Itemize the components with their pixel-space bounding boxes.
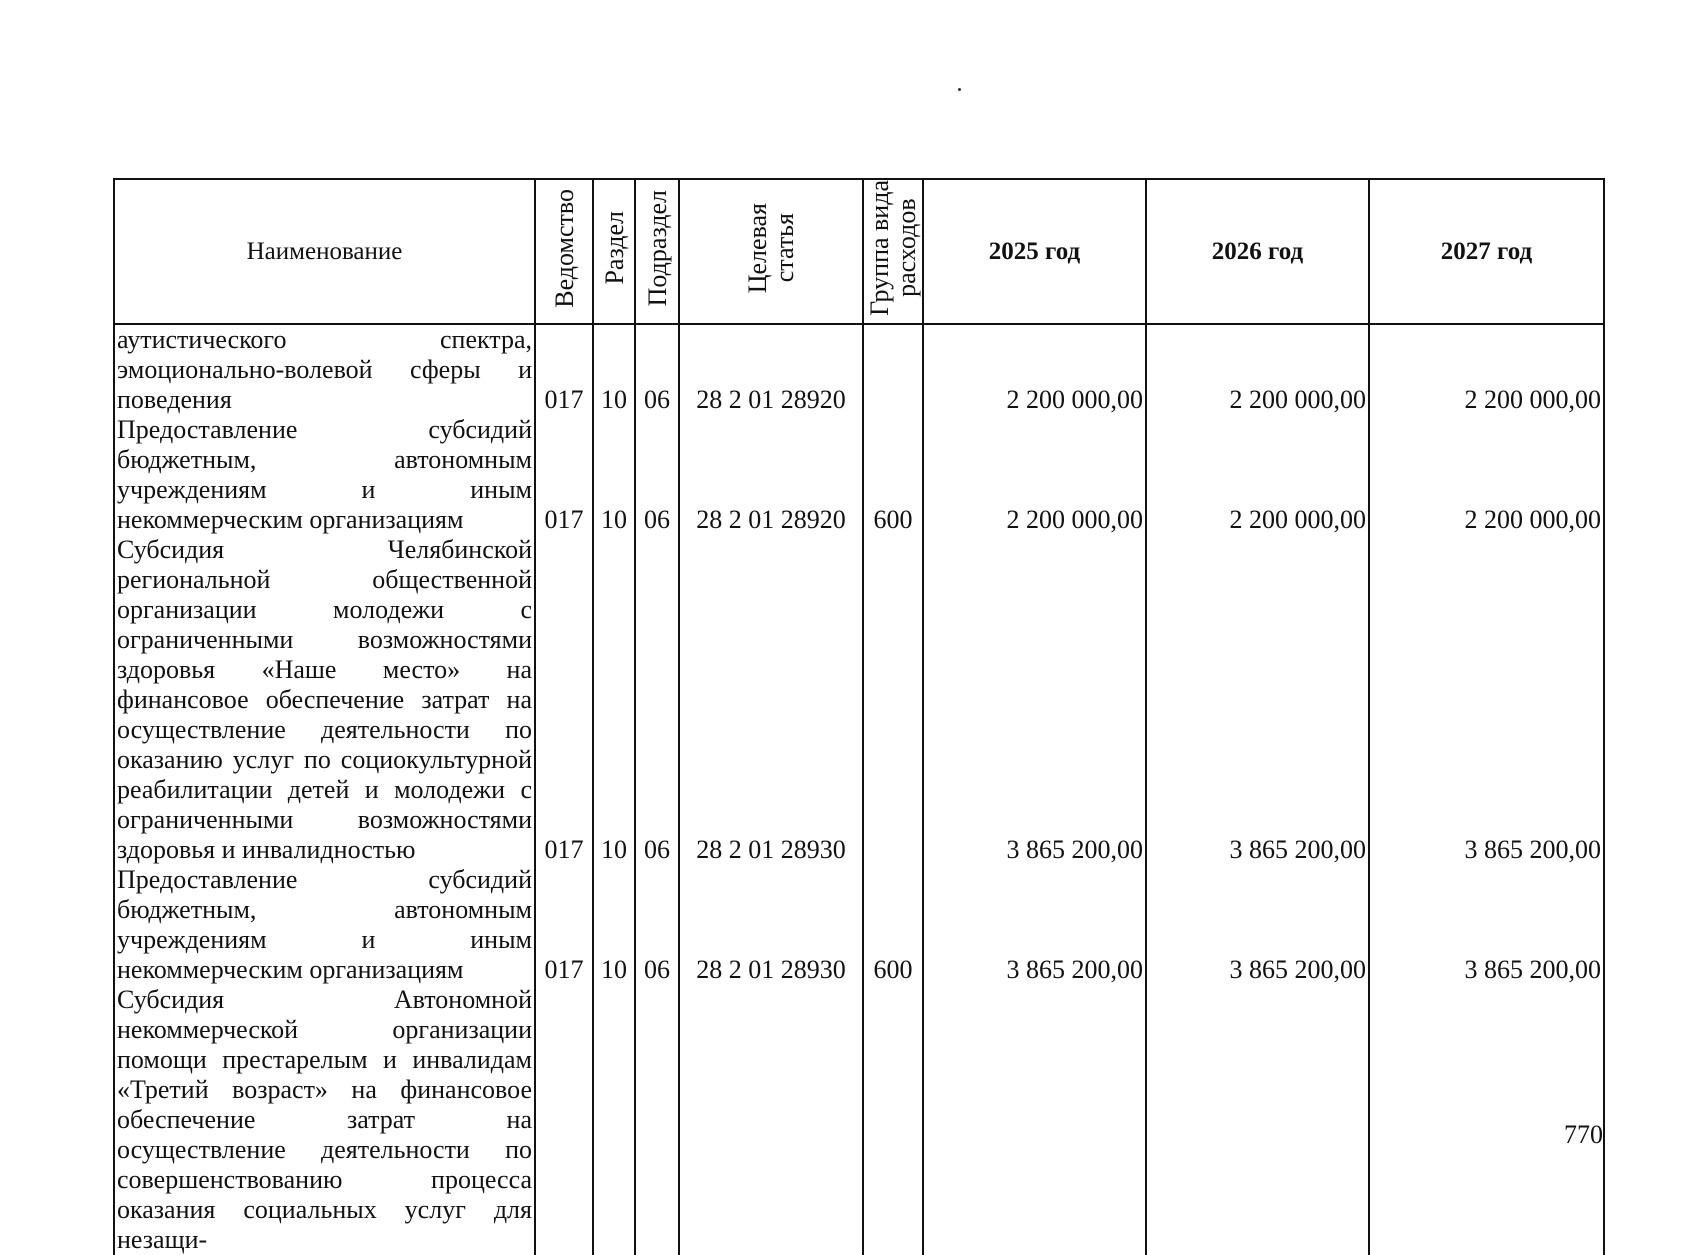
row-vedomstvo: 017 (535, 415, 593, 535)
row-2026: 3 865 200,00 (1146, 535, 1369, 865)
row-celevaya: 28 2 01 28930 (679, 535, 863, 865)
header-name (114, 179, 535, 324)
row-name: Предоставление субсидий бюджетным, автономным учреждениям и иным некоммерческим организациям (114, 415, 535, 535)
table-row (114, 535, 1604, 865)
header-gruppa-line1: Группа вида (865, 180, 894, 316)
header-celevaya-label (744, 203, 798, 293)
row-gruppa (863, 985, 923, 1255)
scan-speck (958, 88, 961, 91)
header-vedomstvo (535, 179, 593, 324)
budget-table (113, 178, 1605, 1255)
header-podrazdel (635, 179, 679, 324)
row-podrazdel (635, 985, 679, 1255)
row-celevaya: 28 2 01 28930 (679, 865, 863, 985)
row-razdel: 10 (593, 324, 635, 415)
row-podrazdel: 06 (635, 324, 679, 415)
row-2026: 2 200 000,00 (1146, 415, 1369, 535)
row-razdel: 10 (593, 865, 635, 985)
row-name: Предоставление субсидий бюджетным, автономным учреждениям и иным некоммерческим организациям (114, 865, 535, 985)
header-2025 (923, 179, 1146, 324)
row-razdel: 10 (593, 415, 635, 535)
header-gruppa-line2: расходов (892, 198, 921, 298)
row-podrazdel: 06 (635, 535, 679, 865)
row-2027: 3 865 200,00 (1369, 535, 1604, 865)
row-2025: 3 865 200,00 (923, 535, 1146, 865)
row-vedomstvo: 017 (535, 535, 593, 865)
table-row (114, 985, 1604, 1255)
header-2025-label: 2025 год (988, 237, 1081, 265)
page-number: 770 (1564, 1120, 1603, 1149)
row-vedomstvo: 017 (535, 865, 593, 985)
header-gruppa-label (866, 180, 920, 316)
row-2026 (1146, 985, 1369, 1255)
table-header-row (114, 179, 1604, 324)
header-celevaya-line2: статья (770, 213, 799, 283)
row-podrazdel: 06 (635, 865, 679, 985)
row-vedomstvo: 017 (535, 324, 593, 415)
row-celevaya: 28 2 01 28920 (679, 415, 863, 535)
header-celevaya-line1: Целевая (743, 202, 772, 294)
table-row (114, 324, 1604, 415)
row-razdel (593, 985, 635, 1255)
header-podrazdel-label: Подраздел (642, 189, 672, 307)
row-2025: 3 865 200,00 (923, 865, 1146, 985)
row-2027: 3 865 200,00 (1369, 865, 1604, 985)
header-2026-label: 2026 год (1211, 237, 1304, 265)
table-row (114, 415, 1604, 535)
header-2027-label: 2027 год (1440, 237, 1533, 265)
row-vedomstvo (535, 985, 593, 1255)
header-razdel (593, 179, 635, 324)
row-2027: 2 200 000,00 (1369, 415, 1604, 535)
header-gruppa (863, 179, 923, 324)
row-2025: 2 200 000,00 (923, 324, 1146, 415)
header-2027 (1369, 179, 1604, 324)
header-name-label: Наименование (246, 237, 403, 265)
row-2027: 2 200 000,00 (1369, 324, 1604, 415)
row-2025 (923, 985, 1146, 1255)
row-razdel: 10 (593, 535, 635, 865)
row-gruppa (863, 535, 923, 865)
row-gruppa: 600 (863, 415, 923, 535)
row-name: аутистического спектра, эмоционально-волевой сферы и поведения (114, 324, 535, 415)
row-2025: 2 200 000,00 (923, 415, 1146, 535)
row-name: Субсидия Автономной некоммерческой организации помощи престарелым и инвалидам «Третий возраст» на финансовое обеспечение затрат на осуществление деятельности по совершенствованию процесса оказания социальных услуг для незащи- (114, 985, 535, 1255)
row-celevaya (679, 985, 863, 1255)
header-razdel-label: Раздел (599, 211, 629, 285)
header-vedomstvo-label: Ведомство (549, 188, 579, 308)
row-gruppa: 600 (863, 865, 923, 985)
row-2026: 3 865 200,00 (1146, 865, 1369, 985)
row-celevaya: 28 2 01 28920 (679, 324, 863, 415)
row-gruppa (863, 324, 923, 415)
table-row (114, 865, 1604, 985)
header-2026 (1146, 179, 1369, 324)
row-name: Субсидия Челябинской региональной общественной организации молодежи с ограниченными возможностями здоровья «Наше место» на финансовое обеспечение затрат на осуществление деятельности по оказанию услуг по социокультурной реабилитации детей и молодежи с ограниченными возможностями здоровья и инвалидностью (114, 535, 535, 865)
row-podrazdel: 06 (635, 415, 679, 535)
row-2026: 2 200 000,00 (1146, 324, 1369, 415)
header-celevaya (679, 179, 863, 324)
